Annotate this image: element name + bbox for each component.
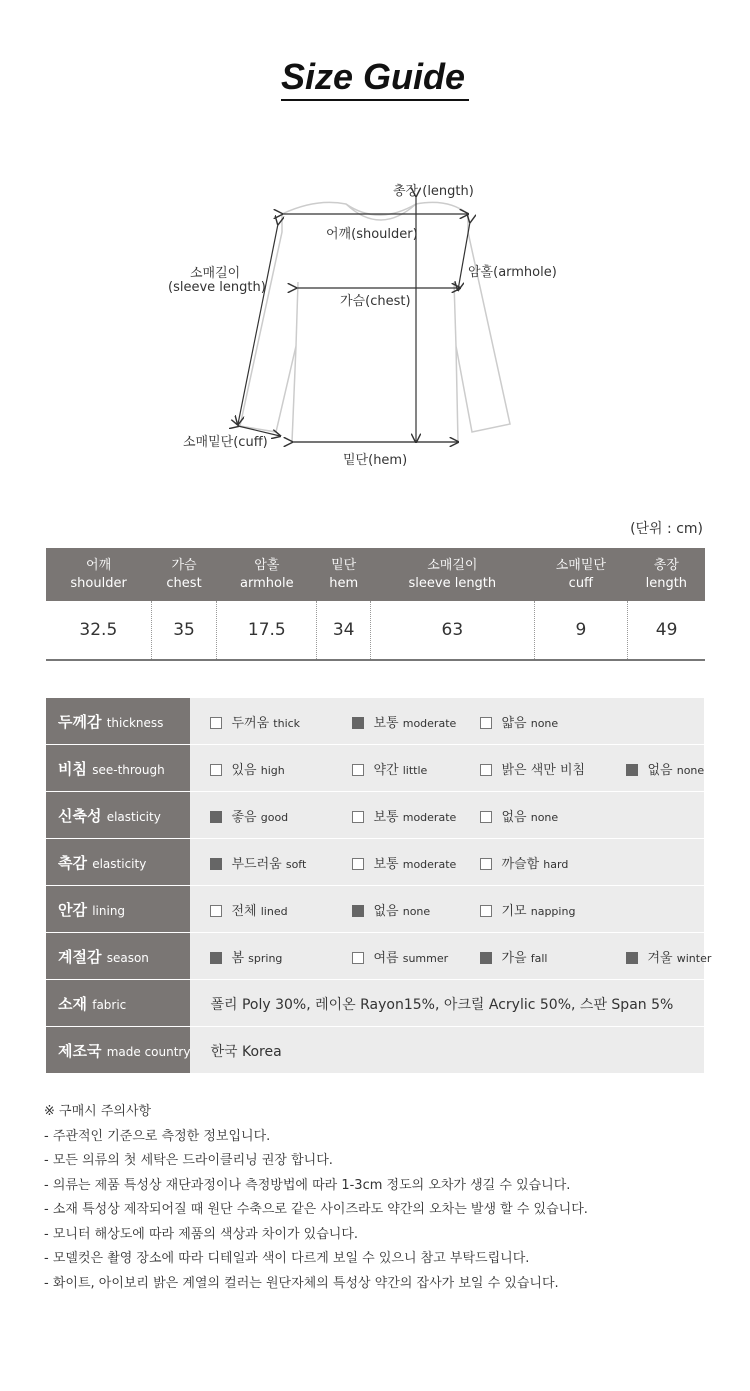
label-shoulder: 어깨(shoulder) [326, 227, 418, 242]
option-label-ko: 없음 [373, 904, 399, 919]
option-label-en: none [402, 905, 431, 918]
note-item: - 모델컷은 촬영 장소에 따라 디테일과 색이 다르게 보일 수 있으니 참고 부탁드립니다. [44, 1251, 530, 1266]
option-label-en: high [260, 764, 285, 777]
option-item [210, 712, 300, 731]
option-label-ko: 밝은 색만 비침 [501, 763, 586, 778]
unchecked-box-icon [480, 717, 492, 729]
checked-box-icon [210, 952, 222, 964]
info-row-label [46, 698, 190, 744]
unchecked-box-icon [352, 764, 364, 776]
info-row-options [190, 792, 704, 838]
option-label-ko: 가을 [501, 951, 527, 966]
notes-heading: ※ 구매시 주의사항 [44, 1104, 152, 1119]
option-item [210, 900, 287, 919]
option-label-ko: 얇음 [501, 716, 527, 731]
value-cuff: 9 [534, 601, 628, 660]
option-label-en: napping [530, 905, 576, 918]
value-length: 49 [628, 601, 705, 660]
option-label-ko: 겨울 [647, 951, 673, 966]
label-length: 총장 (length) [393, 184, 474, 199]
option-item [626, 947, 711, 966]
info-row [46, 745, 704, 791]
label-sleeve-ko: 소매길이 [190, 266, 241, 281]
info-label-ko: 계절감 [58, 947, 102, 966]
option-item [480, 759, 585, 778]
header-chest: 가슴 chest [151, 548, 217, 601]
option-label-en: soft [285, 858, 307, 871]
option-label-en: none [530, 811, 559, 824]
info-row-label [46, 1027, 190, 1073]
option-item [210, 806, 288, 825]
option-label-en: moderate [402, 811, 457, 824]
value-sleeve-length: 63 [371, 601, 534, 660]
option-item [352, 900, 430, 919]
header-sleeve-length: 소매길이 sleeve length [371, 548, 534, 601]
option-label-ko: 까슬함 [501, 857, 540, 872]
info-label-ko: 안감 [58, 900, 87, 919]
info-row [46, 839, 704, 885]
info-label-en: thickness [106, 715, 164, 730]
checked-box-icon [210, 811, 222, 823]
fabric-info-table [46, 697, 712, 1074]
page-title: Size Guide [0, 56, 750, 98]
info-row-label [46, 792, 190, 838]
unchecked-box-icon [480, 858, 492, 870]
info-label-en: made country [106, 1044, 191, 1059]
checked-box-icon [352, 717, 364, 729]
fabric-info-body [46, 698, 712, 1073]
unchecked-box-icon [352, 811, 364, 823]
unchecked-box-icon [352, 858, 364, 870]
info-row-options [190, 886, 704, 932]
unit-label: (단위 : cm) [630, 521, 703, 537]
info-label-en: elasticity [106, 809, 161, 824]
unchecked-box-icon [480, 811, 492, 823]
value-chest: 35 [151, 601, 217, 660]
option-label-en: moderate [402, 858, 457, 871]
option-item [210, 759, 284, 778]
info-label-ko: 제조국 [58, 1041, 102, 1060]
option-item [480, 806, 558, 825]
note-item: - 화이트, 아이보리 밝은 계열의 컬러는 원단자체의 특성상 약간의 잡사가 보일 수 있습니다. [44, 1275, 559, 1291]
label-cuff: 소매밑단(cuff) [183, 435, 268, 450]
info-row-label [46, 745, 190, 791]
header-shoulder: 어깨 shoulder [46, 548, 151, 601]
unchecked-box-icon [210, 764, 222, 776]
value-hem: 34 [317, 601, 371, 660]
option-item [352, 712, 456, 731]
header-armhole: 암홀 armhole [217, 548, 317, 601]
info-row-options [190, 839, 704, 885]
label-sleeve-en: (sleeve length) [168, 280, 266, 295]
unchecked-box-icon [480, 764, 492, 776]
option-label-en: lined [260, 905, 288, 918]
info-label-en: fabric [92, 997, 127, 1012]
info-row-options [190, 933, 712, 979]
option-label-ko: 봄 [231, 951, 245, 966]
info-row-label [46, 886, 190, 932]
option-item [626, 759, 704, 778]
sweater-outline [0, 170, 750, 470]
option-label-ko: 전체 [231, 904, 257, 919]
size-table-row [46, 601, 705, 660]
option-label-ko: 없음 [501, 810, 527, 825]
checked-box-icon [626, 764, 638, 776]
info-row-options [190, 698, 704, 744]
option-label-ko: 약간 [373, 763, 399, 778]
note-item: - 모니터 해상도에 따라 제품의 색상과 차이가 있습니다. [44, 1226, 359, 1242]
info-row-options [190, 745, 704, 791]
option-label-ko: 보통 [373, 857, 399, 872]
option-label-en: thick [273, 717, 301, 730]
option-label-en: summer [402, 952, 449, 965]
info-label-en: season [106, 950, 149, 965]
header-hem: 밑단 hem [317, 548, 371, 601]
option-label-en: none [530, 717, 559, 730]
info-row [46, 933, 704, 979]
option-label-en: moderate [402, 717, 457, 730]
unchecked-box-icon [210, 905, 222, 917]
garment-diagram [0, 170, 750, 470]
option-item [480, 947, 547, 966]
unchecked-box-icon [480, 905, 492, 917]
option-item [480, 712, 558, 731]
header-length: 총장 length [628, 548, 705, 601]
note-item: - 소재 특성상 제작되어질 때 원단 수축으로 같은 사이즈라도 약간의 오차는 발생 할 수 있습니다. [44, 1202, 588, 1217]
info-label-en: lining [92, 903, 126, 918]
option-item [352, 853, 456, 872]
purchase-notes [44, 1100, 588, 1296]
size-table-header [46, 548, 705, 601]
info-label-en: see-through [92, 762, 165, 777]
option-label-ko: 두꺼움 [231, 716, 270, 731]
option-label-ko: 좋음 [231, 810, 257, 825]
info-row-options [190, 1027, 704, 1073]
option-item [210, 947, 282, 966]
info-row [46, 1027, 704, 1073]
info-label-ko: 비침 [58, 759, 87, 778]
unchecked-box-icon [210, 717, 222, 729]
info-label-ko: 두께감 [58, 712, 102, 731]
note-item: - 주관적인 기준으로 측정한 정보입니다. [44, 1128, 271, 1144]
note-item: - 모든 의류의 첫 세탁은 드라이클리닝 권장 합니다. [44, 1153, 333, 1168]
info-label-ko: 촉감 [58, 853, 87, 872]
checked-box-icon [352, 905, 364, 917]
info-row-text: 한국 Korea [210, 1044, 282, 1060]
option-item [480, 900, 575, 919]
checked-box-icon [480, 952, 492, 964]
checked-box-icon [626, 952, 638, 964]
option-label-ko: 기모 [501, 904, 527, 919]
option-label-en: winter [676, 952, 712, 965]
option-item [480, 853, 568, 872]
unchecked-box-icon [352, 952, 364, 964]
option-label-ko: 보통 [373, 716, 399, 731]
info-row [46, 792, 704, 838]
option-label-en: none [676, 764, 705, 777]
option-item [352, 759, 427, 778]
info-label-ko: 신축성 [58, 806, 102, 825]
option-label-ko: 있음 [231, 763, 257, 778]
info-row [46, 886, 704, 932]
option-label-en: little [402, 764, 428, 777]
option-label-en: good [260, 811, 289, 824]
info-row-text: 폴리 Poly 30%, 레이온 Rayon15%, 아크릴 Acrylic 50%, 스판 Span 5% [210, 997, 674, 1013]
option-label-en: hard [543, 858, 569, 871]
option-label-en: fall [530, 952, 548, 965]
note-item: - 의류는 제품 특성상 재단과정이나 측정방법에 따라 1-3cm 정도의 오차가 생길 수 있습니다. [44, 1177, 571, 1193]
option-item [352, 947, 448, 966]
info-row-label [46, 933, 190, 979]
option-label-en: spring [248, 952, 283, 965]
value-armhole: 17.5 [217, 601, 317, 660]
info-row-label [46, 980, 190, 1026]
info-row-options [190, 980, 704, 1026]
option-item [210, 853, 306, 872]
info-row [46, 980, 704, 1026]
label-hem: 밑단(hem) [343, 453, 408, 468]
option-label-ko: 부드러움 [231, 857, 282, 872]
header-cuff: 소매밑단 cuff [534, 548, 628, 601]
option-label-ko: 여름 [373, 951, 399, 966]
info-label-en: elasticity [92, 856, 147, 871]
info-label-ko: 소재 [58, 994, 87, 1013]
option-label-ko: 보통 [373, 810, 399, 825]
value-shoulder: 32.5 [46, 601, 151, 660]
info-row-label [46, 839, 190, 885]
label-armhole: 암홀(armhole) [468, 265, 557, 280]
info-row [46, 698, 704, 744]
option-label-ko: 없음 [647, 763, 673, 778]
size-table [46, 548, 705, 661]
checked-box-icon [210, 858, 222, 870]
label-chest: 가슴(chest) [340, 294, 411, 309]
option-item [352, 806, 456, 825]
